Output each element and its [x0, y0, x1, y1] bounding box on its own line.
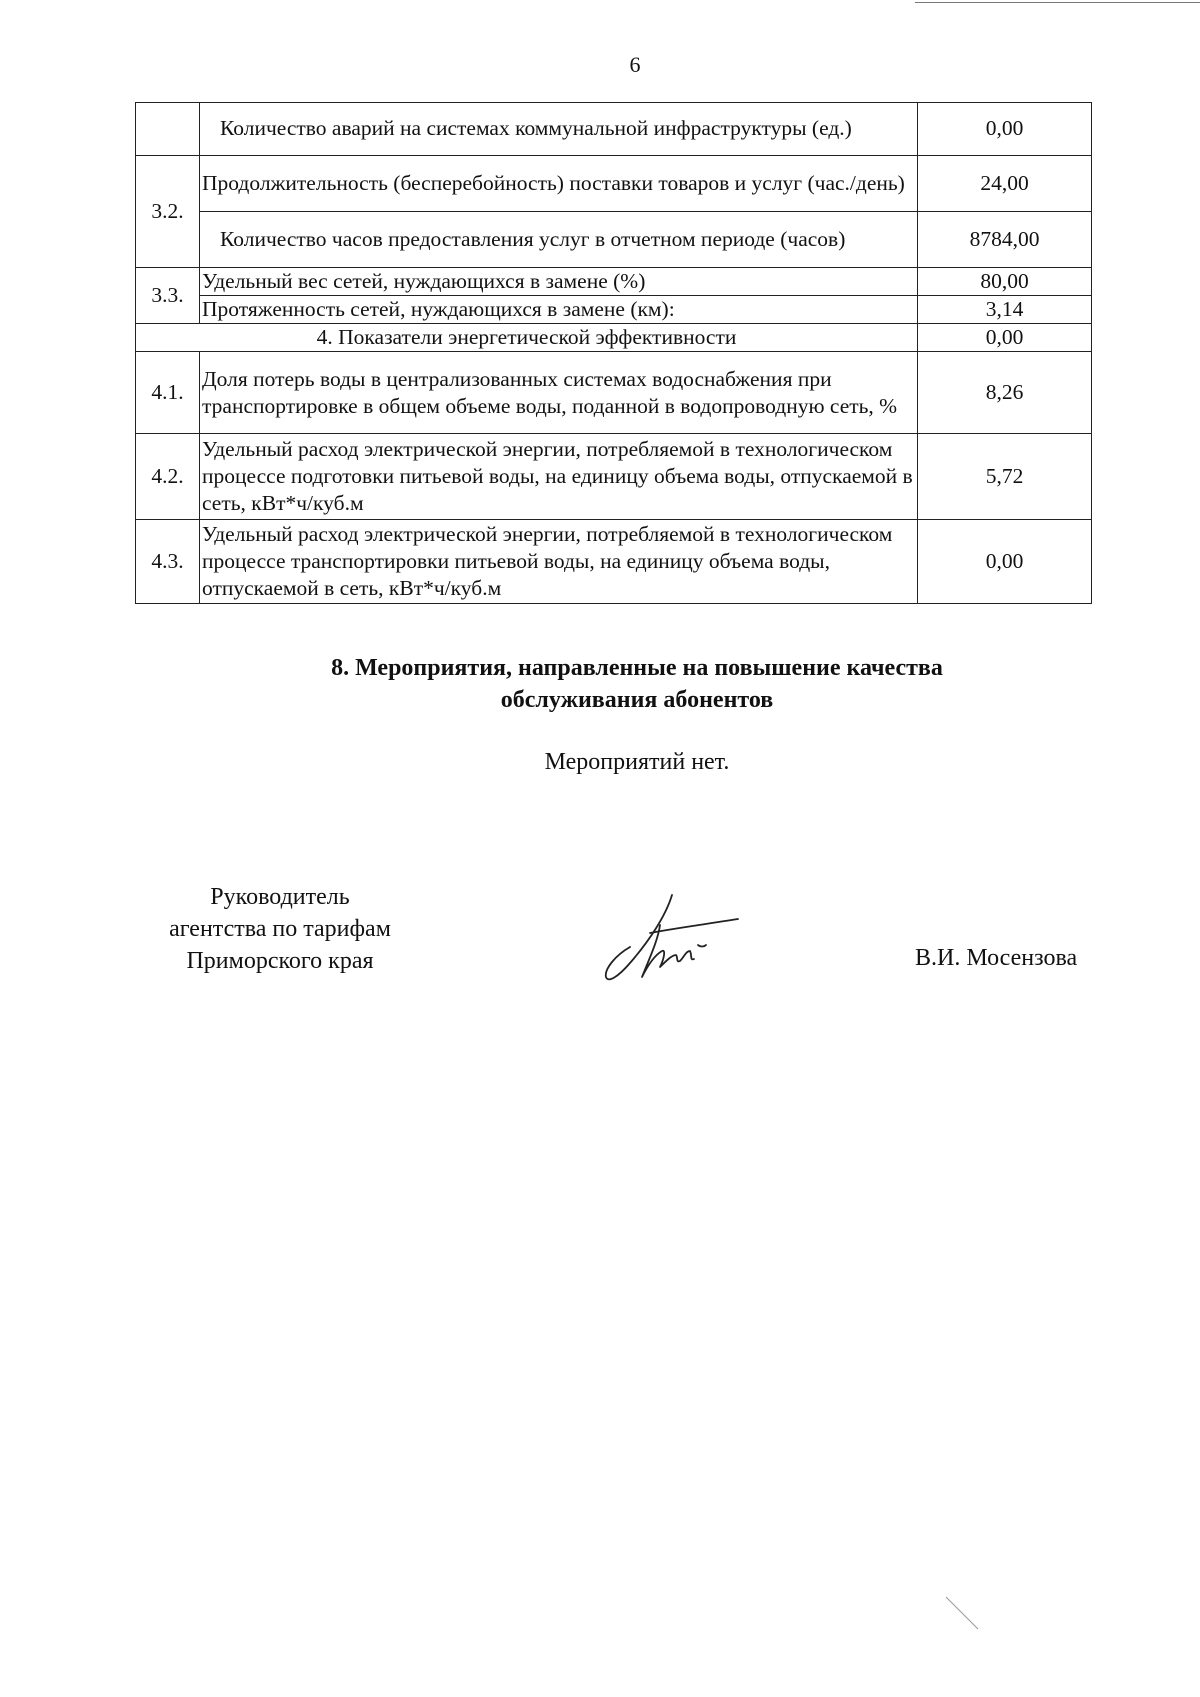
table-row: [136, 296, 1092, 324]
indicator-value: 0,00: [918, 520, 1092, 604]
indicator-description: Удельный расход электрической энергии, потребляемой в технологическом процессе подготовки питьевой воды, на единицу объема воды, отпускаемой в сеть, кВт*ч/куб.м: [200, 434, 918, 520]
table-row: [136, 434, 1092, 520]
handwritten-signature: [600, 885, 750, 995]
indicator-description: Доля потерь воды в централизованных системах водоснабжения при транспортировке в общем объеме воды, поданной в водопроводную сеть, %: [200, 352, 918, 434]
row-number-cell: 4.1.: [136, 352, 200, 434]
section-heading-line: 8. Мероприятия, направленные на повышение качества: [331, 655, 943, 681]
signer-position-line: агентства по тарифам: [169, 916, 391, 942]
indicator-value: 8784,00: [918, 212, 1092, 268]
signer-position-line: Приморского края: [186, 948, 374, 974]
row-number-cell: 3.3.: [136, 268, 200, 324]
indicator-description: Количество часов предоставления услуг в отчетном периоде (часов): [200, 212, 918, 268]
scan-mark: [944, 1593, 984, 1633]
indicator-value: 0,00: [918, 103, 1092, 156]
indicator-value: 3,14: [918, 296, 1092, 324]
signer-position-line: Руководитель: [210, 884, 350, 910]
indicator-value: 24,00: [918, 156, 1092, 212]
table-row: [136, 212, 1092, 268]
scan-edge-line: [915, 2, 1200, 3]
section-heading-cell: 4. Показатели энергетической эффективности: [136, 324, 918, 352]
table-row: [136, 352, 1092, 434]
table-row: [136, 268, 1092, 296]
indicator-value: 80,00: [918, 268, 1092, 296]
indicator-description: Протяженность сетей, нуждающихся в замене (км):: [200, 296, 918, 324]
indicator-value: 8,26: [918, 352, 1092, 434]
indicator-value: 0,00: [918, 324, 1092, 352]
table-row: [136, 324, 1092, 352]
section-note: Мероприятий нет.: [544, 749, 730, 775]
signer-position: [130, 881, 430, 977]
indicator-description: Удельный вес сетей, нуждающихся в замене (%): [200, 268, 918, 296]
page-number: 6: [629, 52, 641, 77]
indicator-value: 5,72: [918, 434, 1092, 520]
row-number-cell: 4.3.: [136, 520, 200, 604]
table-row: [136, 103, 1092, 156]
signer-name: В.И. Мосензова: [915, 945, 1078, 971]
row-number-cell: [136, 103, 200, 156]
indicators-table: [135, 102, 1092, 604]
indicator-description: Удельный расход электрической энергии, потребляемой в технологическом процессе транспортировки питьевой воды, на единицу объема воды, отпускаемой в сеть, кВт*ч/куб.м: [200, 520, 918, 604]
indicator-description: Продолжительность (бесперебойность) поставки товаров и услуг (час./день): [200, 156, 918, 212]
row-number-cell: 4.2.: [136, 434, 200, 520]
indicator-description: Количество аварий на системах коммунальной инфраструктуры (ед.): [200, 103, 918, 156]
table-row: [136, 156, 1092, 212]
table-row: [136, 520, 1092, 604]
section-heading: [0, 652, 1200, 716]
section-heading-line: обслуживания абонентов: [500, 687, 774, 713]
row-number-cell: 3.2.: [136, 156, 200, 268]
